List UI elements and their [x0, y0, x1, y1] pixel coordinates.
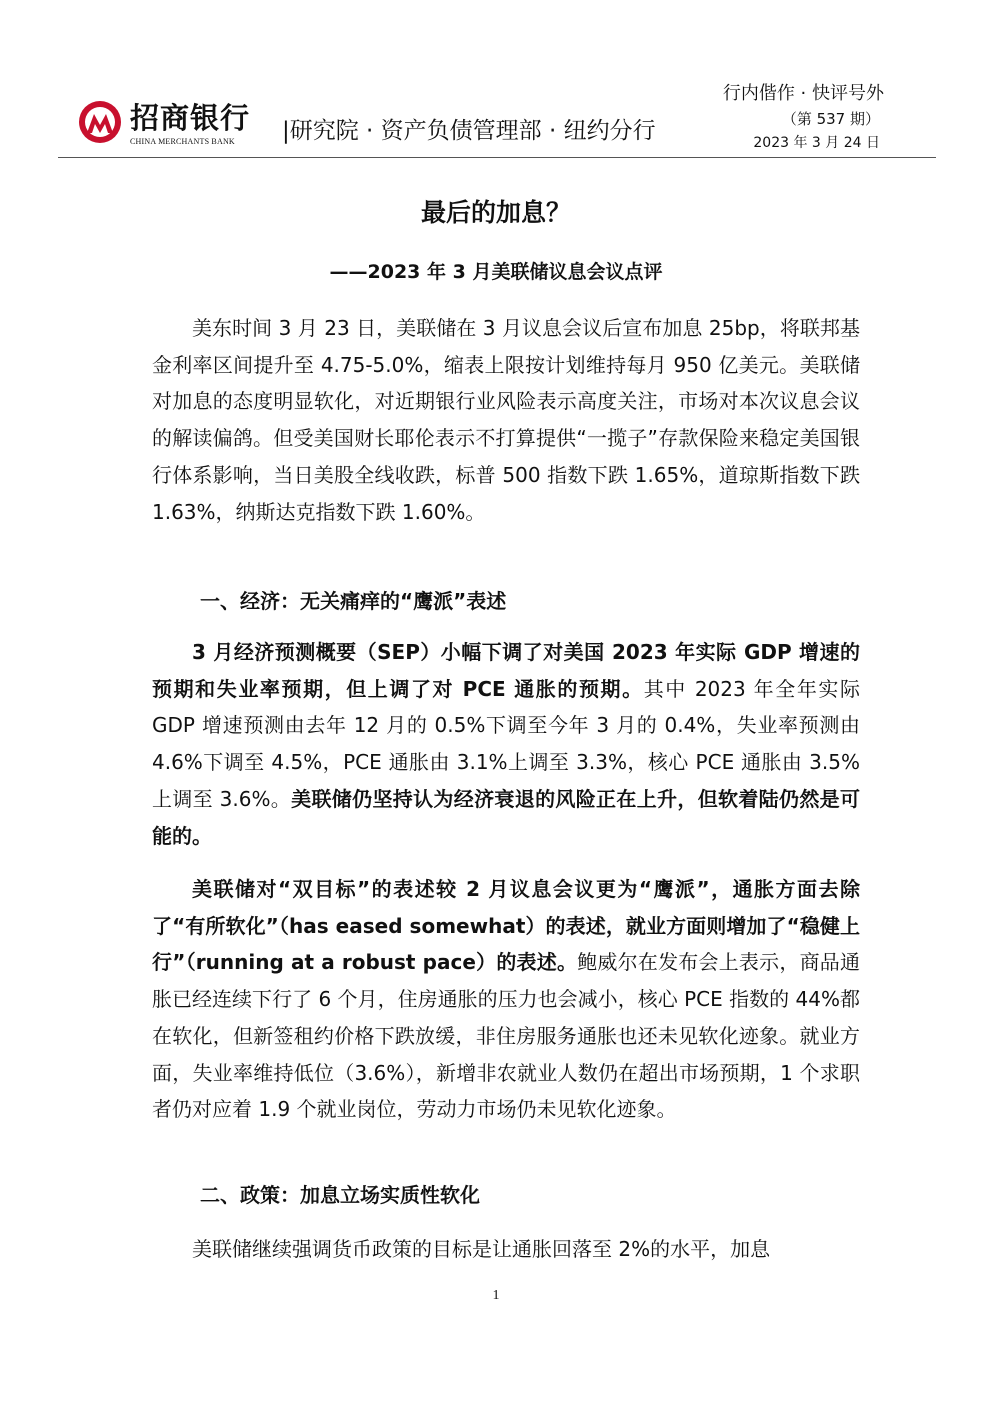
paragraph-intro: 美东时间 3 月 23 日，美联储在 3 月议息会议后宣布加息 25bp，将联邦基金利率区间提升至 4.75-5.0%，缩表上限按计划维持每月 950 亿美元。美联储对加息的态度明显软化，对近期银行业风险表示高度关注，市场对本次议息会议的解读偏鸽。但受美国财长耶伦表示不打算提供“一揽子”存款保险来稳定美国银行体系影响，当日美股全线收跌，标普 500 指数下跌 1.65%，道琼斯指数下跌 1.63%，纳斯达克指数下跌 1.60%。	[152, 316, 860, 524]
paragraph-dual-mandate-lead: 美联储对“双目标”的表述较 2 月议息会议更为“鹰派”，通胀方面去除了“有所软化”（has eased somewhat）的表述，就业方面则增加了“稳健上行”（running at a robust pace）的表述。	[152, 877, 860, 975]
section-heading-economy: 一、经济：无关痛痒的“鹰派”表述	[200, 589, 507, 613]
issue-number: （第 537 期）	[781, 110, 880, 128]
paragraph-dual-mandate	[152, 871, 860, 1128]
header-divider	[58, 157, 936, 158]
paragraph-economy-body: 其中 2023 年全年实际 GDP 增速预测由去年 12 月的 0.5%下调至今年 3 月的 0.4%，失业率预测由 4.6%下调至 4.5%，PCE 通胀由 3.1%上调至 3.3%，核心 PCE 通胀由 3.5%上调至 3.6%。	[152, 676, 860, 811]
section-heading-policy: 二、政策：加息立场实质性软化	[200, 1183, 480, 1207]
paragraph-economy-conclusion: 美联储仍坚持认为经济衰退的风险正在上升，但软着陆仍然是可能的。	[152, 786, 860, 848]
bank-name-en: CHINA MERCHANTS BANK	[130, 137, 235, 146]
paragraph-dual-mandate-body: 鲍威尔在发布会上表示，商品通胀已经连续下行了 6 个月，住房通胀的压力也会减小，核心 PCE 指数的 44%都在软化，但新签租约价格下跌放缓，非住房服务通胀也还未见软化迹象。就业方面，失业率维持低位（3.6%），新增非农就业人数仍在超出市场预期，1 个求职者仍对应着 1.9 个就业岗位，劳动力市场仍未见软化迹象。	[152, 950, 860, 1122]
page-subtitle: ——2023 年 3 月美联储议息会议点评	[329, 261, 663, 283]
department-line: |研究院 · 资产负债管理部 · 纽约分行	[282, 118, 656, 144]
paragraph-economy	[152, 634, 860, 854]
bank-name-cn: 招商银行	[130, 101, 251, 135]
paragraph-policy: 美联储继续强调货币政策的目标是让通胀回落至 2%的水平，加息	[192, 1237, 771, 1261]
series-label: 行内偕作 · 快评号外	[722, 83, 884, 104]
page-title: 最后的加息？	[420, 198, 571, 227]
page-number: 1	[492, 1288, 500, 1303]
cmb-logo-icon	[78, 100, 122, 144]
page-header	[78, 82, 936, 157]
paragraph-economy-lead: 3 月经济预测概要（SEP）小幅下调了对美国 2023 年实际 GDP 增速的预期和失业率预期，但上调了对 PCE 通胀的预期。	[152, 640, 860, 701]
publish-date: 2023 年 3 月 24 日	[753, 135, 880, 151]
